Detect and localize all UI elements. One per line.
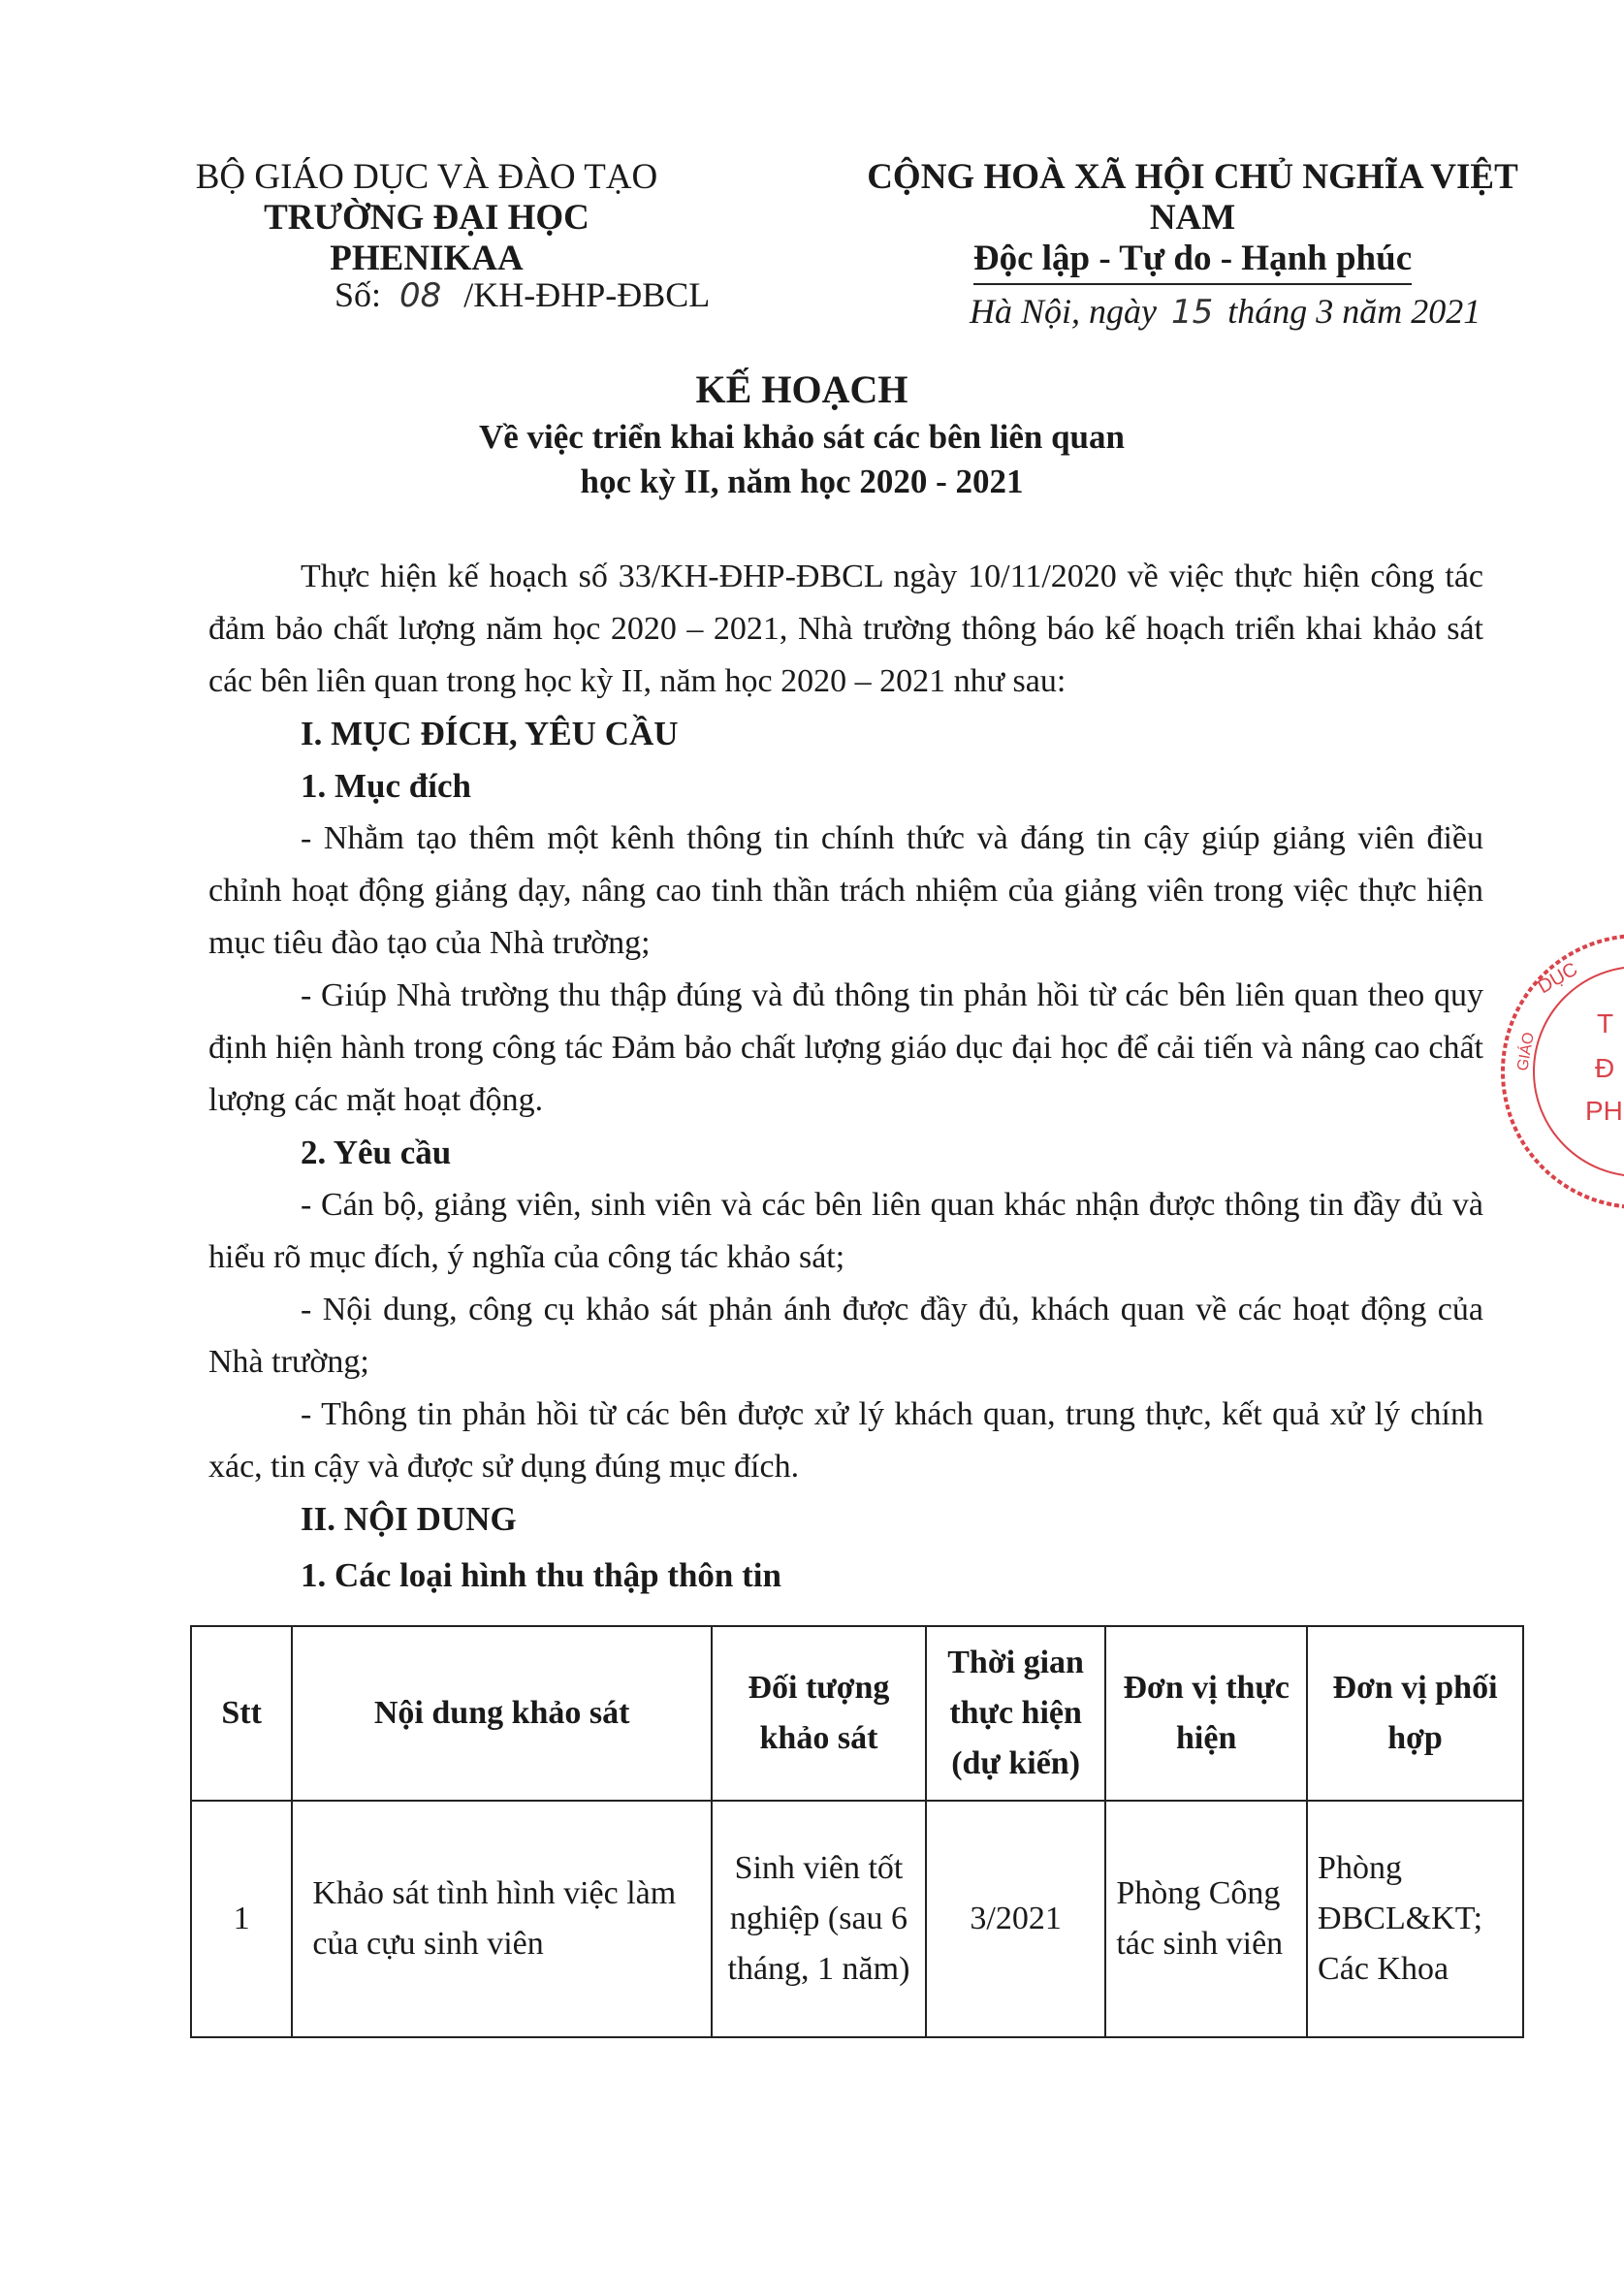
table-header-row (191, 1626, 1523, 1801)
column-header: Đơn vị thực hiện (1105, 1626, 1307, 1801)
subheading-requirements: 2. Yêu cầu (301, 1134, 452, 1171)
university-name: TRƯỜNG ĐẠI HỌC PHENIKAA (264, 198, 589, 278)
doc-number-handwritten: 08 (399, 276, 442, 315)
table-cell: Khảo sát tình hình việc làm của cựu sinh viên (292, 1801, 712, 2037)
purpose-item-1: - Nhằm tạo thêm một kênh thông tin chính thức và đáng tin cậy giúp giảng viên điều chỉnh hoạt động giảng dạy, nâng cao tinh thần trách nhiệm của giảng viên trong việc thực hiện mục tiêu đào tạo của Nhà trường; (208, 820, 1483, 961)
date-suffix: tháng 3 năm 2021 (1227, 292, 1481, 331)
column-header: Thời gian thực hiện (dự kiến) (926, 1626, 1105, 1801)
section-heading-2: II. NỘI DUNG (301, 1500, 517, 1538)
document-body (208, 551, 1483, 1602)
national-motto: Độc lập - Tự do - Hạnh phúc (973, 239, 1412, 285)
country-name: CỘNG HOÀ XÃ HỘI CHỦ NGHĨA VIỆT NAM (867, 157, 1518, 238)
table-cell: Phòng Công tác sinh viên (1105, 1801, 1307, 2037)
survey-table (190, 1625, 1524, 2038)
ministry-name: BỘ GIÁO DỤC VÀ ĐÀO TẠO (195, 157, 658, 197)
section-heading-1: I. MỤC ĐÍCH, YÊU CẦU (301, 715, 679, 752)
stamp-text-ph: PH (1585, 1096, 1623, 1126)
stamp-text-t: T (1597, 1008, 1614, 1039)
date-prefix: Hà Nội, ngày (970, 292, 1157, 331)
column-header: Nội dung khảo sát (292, 1626, 712, 1801)
table-cell: Phòng ĐBCL&KT; Các Khoa (1307, 1801, 1523, 2037)
purpose-item-2: - Giúp Nhà trường thu thập đúng và đủ thông tin phản hồi từ các bên liên quan theo quy định hiện hành trong công tác Đảm bảo chất lượng giáo dục đại học để cải tiến và nâng cao chất lượng các mặt hoạt động. (208, 977, 1483, 1118)
date-day-handwritten: 15 (1171, 293, 1214, 332)
document-date (970, 291, 1481, 332)
column-header: Stt (191, 1626, 292, 1801)
column-header: Đơn vị phối hợp (1307, 1626, 1523, 1801)
requirement-item-1: - Cán bộ, giảng viên, sinh viên và các bên liên quan khác nhận được thông tin đầy đủ và hiểu rõ mục đích, ý nghĩa của công tác khảo sát; (208, 1187, 1483, 1275)
requirement-item-2: - Nội dung, công cụ khảo sát phản ánh được đầy đủ, khách quan về các hoạt động của Nhà trường; (208, 1292, 1483, 1380)
table-row (191, 1801, 1523, 2037)
stamp-text-duc: DỤC (1534, 958, 1582, 999)
document-title: KẾ HOẠCH (695, 368, 908, 411)
stamp-text-d: Đ (1595, 1053, 1615, 1083)
subheading-purpose: 1. Mục đích (301, 767, 471, 805)
requirement-item-3: - Thông tin phản hồi từ các bên được xử lý khách quan, trung thực, kết quả xử lý chính xác, tin cậy và được sử dụng đúng mục đích. (208, 1396, 1483, 1485)
table-cell: 1 (191, 1801, 292, 2037)
table-cell: 3/2021 (926, 1801, 1105, 2037)
document-number (334, 274, 710, 315)
document-subtitle (0, 415, 1604, 504)
doc-number-prefix: Số: (334, 275, 382, 314)
red-stamp (1488, 926, 1624, 1217)
stamp-text-giao: GIÁO (1514, 1031, 1538, 1072)
subtitle-line-1: Về việc triển khai khảo sát các bên liên quan (478, 418, 1125, 456)
intro-paragraph: Thực hiện kế hoạch số 33/KH-ĐHP-ĐBCL ngày 10/11/2020 về việc thực hiện công tác đảm bảo chất lượng năm học 2020 – 2021, Nhà trường thông báo kế hoạch triển khai khảo sát các bên liên quan trong học kỳ II, năm học 2020 – 2021 như sau: (208, 559, 1483, 699)
header-left (184, 157, 669, 279)
column-header: Đối tượng khảo sát (712, 1626, 926, 1801)
doc-number-suffix: /KH-ĐHP-ĐBCL (463, 275, 711, 314)
subtitle-line-2: học kỳ II, năm học 2020 - 2021 (580, 463, 1024, 500)
subheading-collection-types: 1. Các loại hình thu thập thôn tin (301, 1556, 781, 1594)
header-right (834, 157, 1551, 285)
table-cell: Sinh viên tốt nghiệp (sau 6 tháng, 1 năm) (712, 1801, 926, 2037)
